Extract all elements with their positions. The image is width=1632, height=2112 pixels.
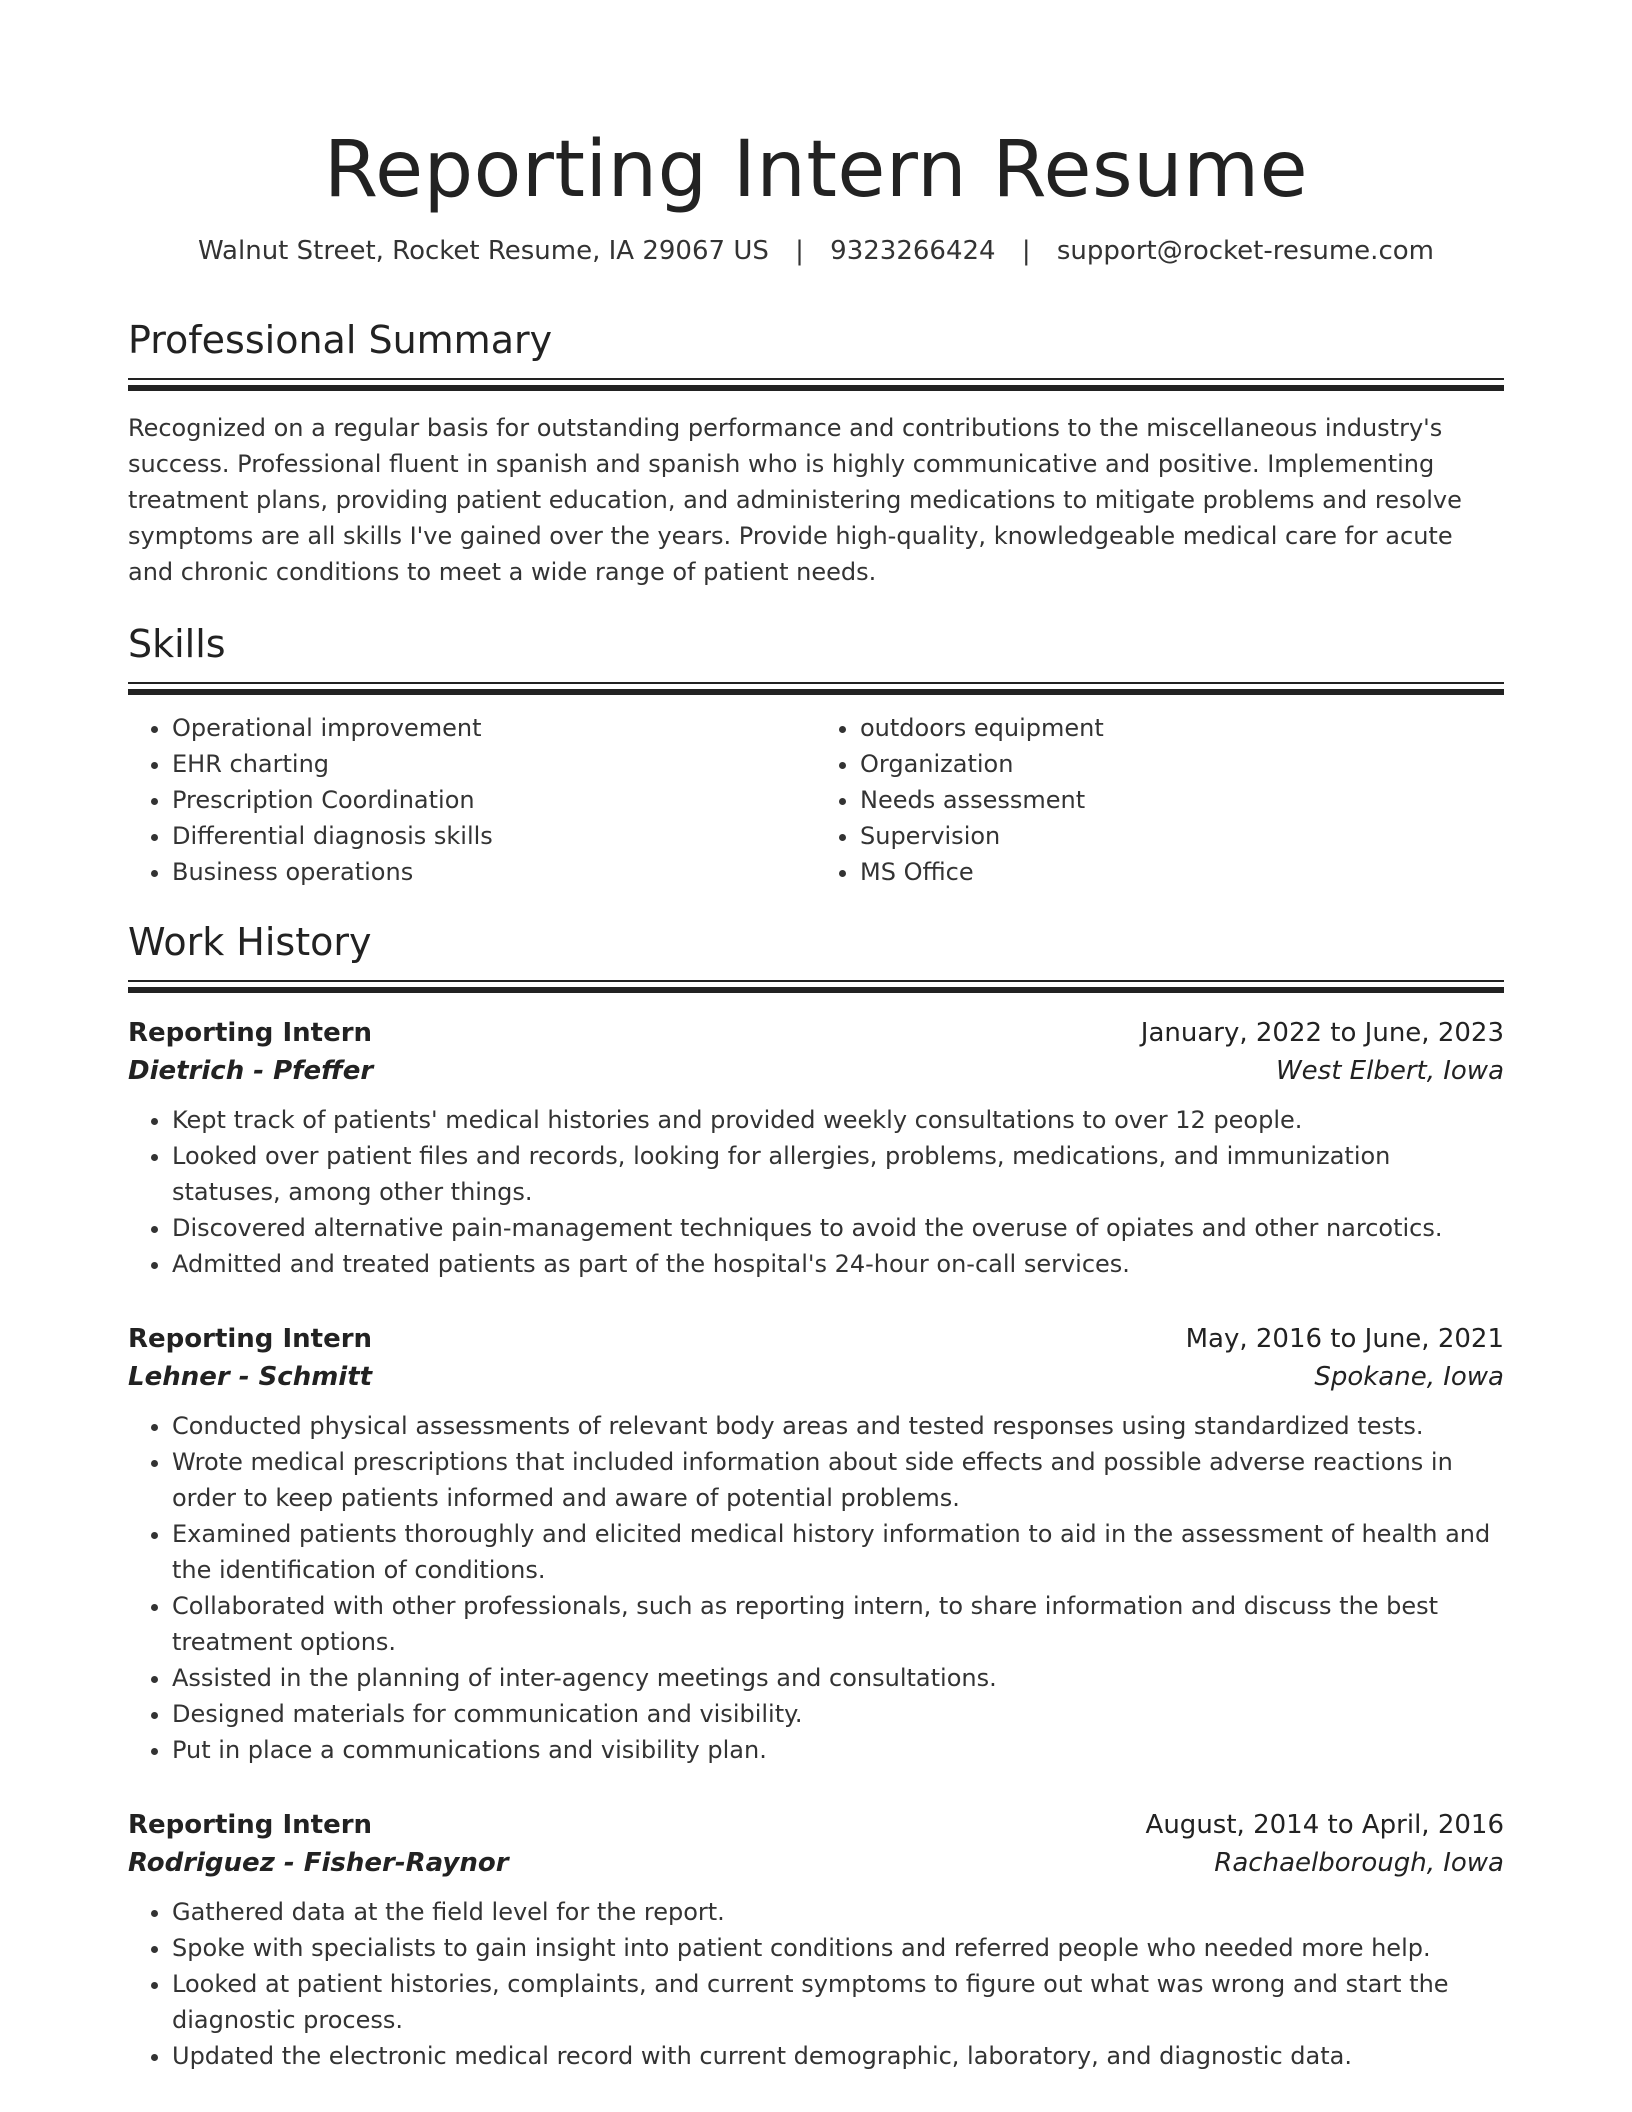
job-entry bbox=[128, 1320, 1504, 1768]
skill-item: • Supervision bbox=[860, 818, 1504, 854]
skills-grid bbox=[128, 710, 1504, 890]
job-bullet: • Gathered data at the field level for the report. bbox=[172, 1894, 1504, 1930]
skills-column-right bbox=[816, 710, 1504, 890]
job-company-row bbox=[128, 1358, 1504, 1396]
job-company-row bbox=[128, 1844, 1504, 1882]
work-history-section bbox=[128, 918, 1504, 2074]
section-heading-summary: Professional Summary bbox=[128, 318, 553, 362]
contact-address: Walnut Street, Rocket Resume, IA 29067 US bbox=[198, 236, 769, 266]
skill-item: • MS Office bbox=[860, 854, 1504, 890]
section-divider bbox=[128, 682, 1504, 698]
skill-item: • Differential diagnosis skills bbox=[172, 818, 816, 854]
job-bullets bbox=[128, 1408, 1504, 1768]
contact-separator: | bbox=[795, 236, 804, 266]
job-bullets bbox=[128, 1894, 1504, 2074]
job-bullet: • Collaborated with other professionals, such as reporting intern, to share information and discuss the best treatment options. bbox=[172, 1588, 1504, 1660]
section-divider bbox=[128, 980, 1504, 996]
contact-separator: | bbox=[1021, 236, 1031, 266]
job-company-row bbox=[128, 1052, 1504, 1090]
resume-title: Reporting Intern Resume bbox=[323, 125, 1309, 215]
job-title: Reporting Intern bbox=[128, 1810, 373, 1840]
section-heading-work-history: Work History bbox=[128, 920, 372, 964]
job-bullet: • Discovered alternative pain-management techniques to avoid the overuse of opiates and other narcotics. bbox=[172, 1210, 1504, 1246]
skill-item: • Organization bbox=[860, 746, 1504, 782]
job-bullet: • Designed materials for communication and visibility. bbox=[172, 1696, 1504, 1732]
job-company: Rodriguez - Fisher-Raynor bbox=[128, 1848, 509, 1878]
job-bullet: • Spoke with specialists to gain insight into patient conditions and referred people who needed more help. bbox=[172, 1930, 1504, 1966]
job-dates: January, 2022 to June, 2023 bbox=[1140, 1018, 1504, 1048]
summary-text: Recognized on a regular basis for outstanding performance and contributions to the miscellaneous industry's success. Professional fluent in spanish and spanish who is highly communicative and positive. Implementing treatment plans, providing patient education, and administering medications to mitigate problems and resolve symptoms are all skills I've gained over the years. Provide high-quality, knowledgeable medical care for acute and chronic conditions to meet a wide range of patient needs. bbox=[128, 414, 1462, 586]
skill-item: • Prescription Coordination bbox=[172, 782, 816, 818]
job-dates: August, 2014 to April, 2016 bbox=[1145, 1810, 1504, 1840]
job-entry bbox=[128, 1014, 1504, 1282]
job-bullet: • Wrote medical prescriptions that included information about side effects and possible adverse reactions in order to keep patients informed and aware of potential problems. bbox=[172, 1444, 1504, 1516]
contact-email: support@rocket-resume.com bbox=[1056, 236, 1434, 266]
job-header-row bbox=[128, 1014, 1504, 1052]
job-title: Reporting Intern bbox=[128, 1018, 373, 1048]
skills-section bbox=[128, 620, 1504, 890]
job-bullet: • Conducted physical assessments of relevant body areas and tested responses using standardized tests. bbox=[172, 1408, 1504, 1444]
job-bullet: • Admitted and treated patients as part of the hospital's 24-hour on-call services. bbox=[172, 1246, 1504, 1282]
job-entry bbox=[128, 1806, 1504, 2074]
job-bullet: • Looked over patient files and records, looking for allergies, problems, medications, and immunization statuses, among other things. bbox=[172, 1138, 1504, 1210]
skill-item: • Operational improvement bbox=[172, 710, 816, 746]
job-location: West Elbert, Iowa bbox=[1275, 1056, 1504, 1086]
job-company: Dietrich - Pfeffer bbox=[128, 1056, 374, 1086]
job-company: Lehner - Schmitt bbox=[128, 1362, 373, 1392]
skill-item: • outdoors equipment bbox=[860, 710, 1504, 746]
contact-line bbox=[128, 234, 1504, 268]
resume-page bbox=[128, 0, 1504, 2074]
job-title: Reporting Intern bbox=[128, 1324, 373, 1354]
job-bullet: • Examined patients thoroughly and elicited medical history information to aid in the assessment of health and the identification of conditions. bbox=[172, 1516, 1504, 1588]
job-location: Rachaelborough, Iowa bbox=[1214, 1848, 1504, 1878]
contact-phone: 9323266424 bbox=[830, 236, 996, 266]
skill-item: • Business operations bbox=[172, 854, 816, 890]
job-bullets bbox=[128, 1102, 1504, 1282]
skill-item: • Needs assessment bbox=[860, 782, 1504, 818]
job-header-row bbox=[128, 1806, 1504, 1844]
job-bullet: • Looked at patient histories, complaints, and current symptoms to figure out what was wrong and start the diagnostic process. bbox=[172, 1966, 1504, 2038]
section-heading-skills: Skills bbox=[128, 622, 226, 666]
job-bullet: • Kept track of patients' medical histories and provided weekly consultations to over 12 people. bbox=[172, 1102, 1504, 1138]
job-location: Spokane, Iowa bbox=[1314, 1362, 1504, 1392]
skills-column-left bbox=[128, 710, 816, 890]
job-bullet: • Put in place a communications and visibility plan. bbox=[172, 1732, 1504, 1768]
skill-item: • EHR charting bbox=[172, 746, 816, 782]
job-dates: May, 2016 to June, 2021 bbox=[1185, 1324, 1504, 1354]
job-bullet: • Updated the electronic medical record with current demographic, laboratory, and diagnostic data. bbox=[172, 2038, 1504, 2074]
job-bullet: • Assisted in the planning of inter-agency meetings and consultations. bbox=[172, 1660, 1504, 1696]
section-divider bbox=[128, 378, 1504, 394]
job-header-row bbox=[128, 1320, 1504, 1358]
professional-summary-section bbox=[128, 316, 1504, 590]
